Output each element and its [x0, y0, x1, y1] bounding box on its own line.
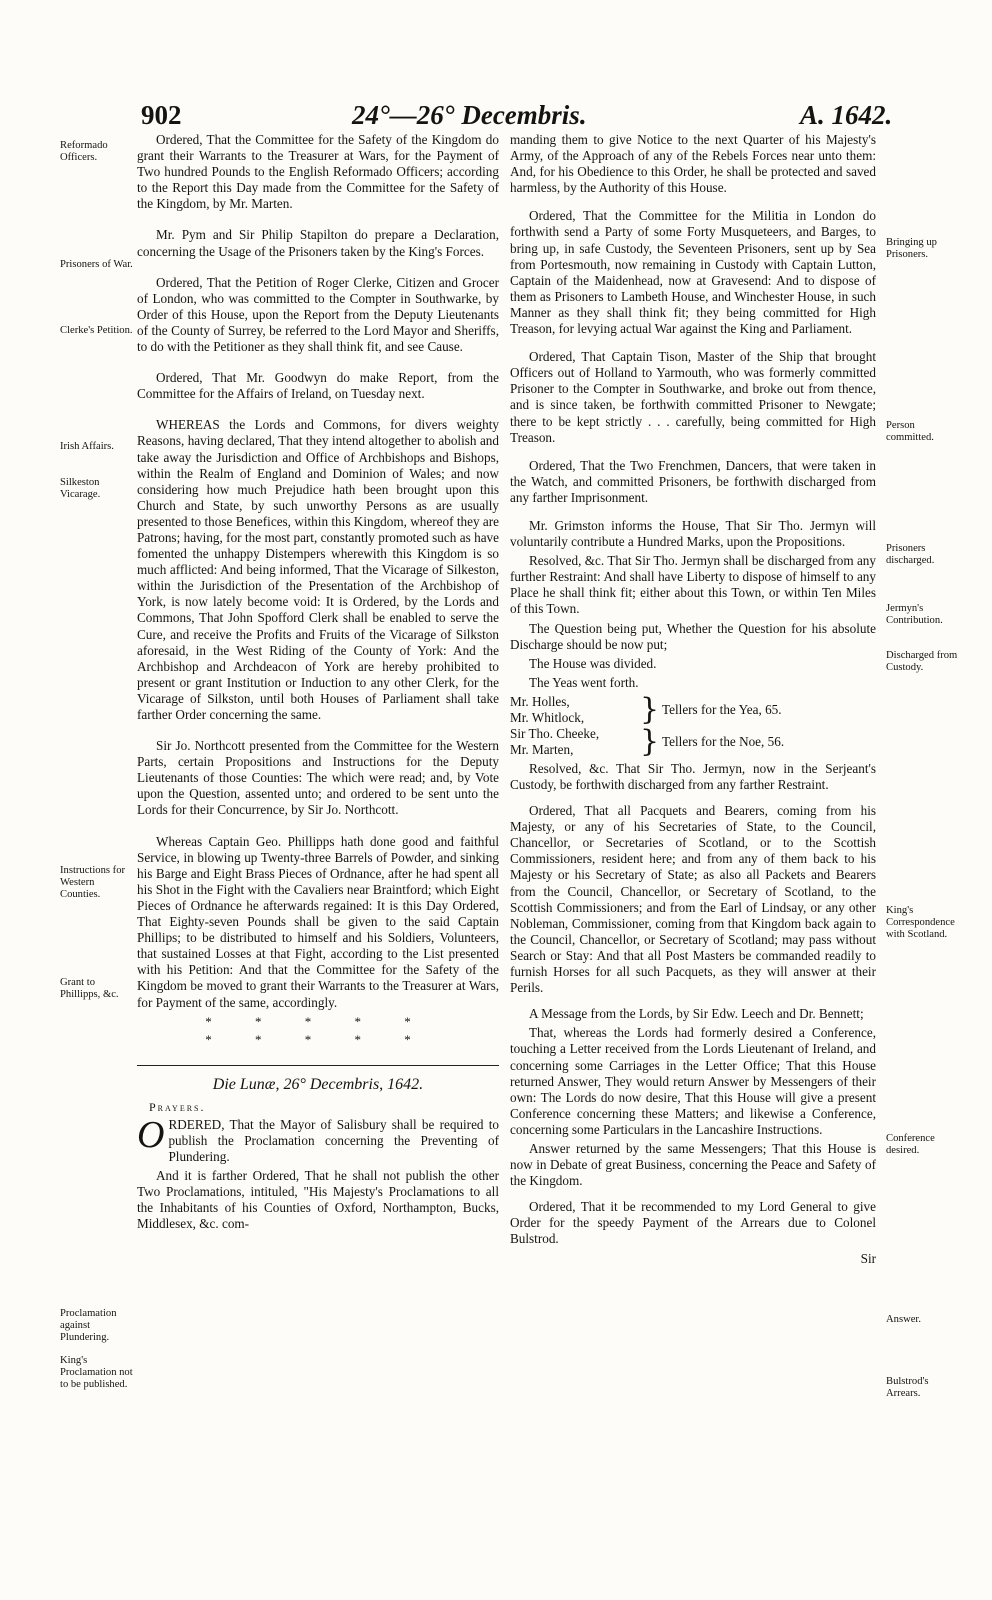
page-number: 902	[141, 100, 182, 130]
teller-names	[510, 694, 640, 726]
section-divider	[137, 1065, 499, 1066]
teller-name: Mr. Whitlock,	[510, 709, 585, 725]
margin-note: Proclamation against Plundering.	[60, 1308, 117, 1343]
margin-note: Prisoners discharged.	[886, 543, 935, 566]
paragraph: A Message from the Lords, by Sir Edw. Leech and Dr. Bennett;	[529, 1006, 864, 1022]
tellers-count: Tellers for the Yea, 65.	[662, 701, 782, 717]
running-date: 24°—26° Decembris.	[352, 100, 587, 130]
paragraph: Ordered, That the Committee for the Safety of the Kingdom do grant their Warrants to the Treasurer at Wars, for the Payment of Two hundred Pounds to the English Reformado Officers; according to the Report this Day made from the Committee for the Safety of the Kingdom, by Mr. Marten.	[137, 132, 499, 212]
paragraph: manding them to give Notice to the next Quarter of his Majesty's Army, of the Approach of any of the Rebels Forces near unto them: And, for his Obedience to this Order, he shall be protected and saved harmless, by the Authority of this House.	[510, 132, 876, 196]
margin-note: Clerke's Petition.	[60, 325, 133, 336]
brace-icon: }	[640, 723, 660, 759]
day-heading: Die Lunæ, 26° Decembris, 1642.	[212, 1075, 424, 1093]
paragraph: The House was divided.	[529, 655, 657, 671]
paragraph: The Question being put, Whether the Question for his absolute Discharge should be now put;	[510, 620, 876, 652]
margin-note: King's Correspondence with Scotland.	[886, 905, 955, 940]
section-stars: * * * * *	[205, 1013, 431, 1029]
margin-note: Bringing up Prisoners.	[886, 237, 937, 260]
paragraph: Ordered, That Mr. Goodwyn do make Report, from the Committee for the Affairs of Ireland, on Tuesday next.	[137, 370, 499, 402]
catchword: Sir	[860, 1250, 876, 1266]
margin-note: King's Proclamation not to be published.	[60, 1355, 133, 1390]
paragraph: Ordered, That the Committee for the Militia in London do forthwith send a Party of some Forty Musqueteers, and Barges, to bring up, in safe Custody, the Seventeen Prisoners, sent up by Sea from Portesmouth, now remaining in Custody with Captain Lutton, Captain of the Maidenhead, now at Gravesend: And to dispose of them as Prisoners to Lambeth House, and Winchester House, in such Manner as they shall think fit; they being committed for High Treason, for levying actual War against the King and Parliament.	[510, 208, 876, 337]
margin-note: Grant to Phillipps, &c.	[60, 977, 119, 1000]
teller-name: Sir Tho. Cheeke,	[510, 725, 600, 741]
margin-note: Discharged from Custody.	[886, 650, 958, 673]
paragraph-text: RDERED, That the Mayor of Salisbury shall be required to publish the Proclamation concerning the Preventing of Plundering.	[168, 1116, 499, 1164]
margin-note: Irish Affairs.	[60, 441, 114, 452]
teller-name: Mr. Marten,	[510, 741, 574, 757]
right-column	[510, 132, 876, 1267]
paragraph: Ordered, That the Two Frenchmen, Dancers, that were taken in the Watch, and committed Prisoners, be forthwith discharged from any farther Imprisonment.	[510, 457, 876, 505]
paragraph: Resolved, &c. That Sir Tho. Jermyn, now in the Serjeant's Custody, be forthwith discharged from any farther Restraint.	[510, 760, 876, 792]
margin-note: Bulstrod's Arrears.	[886, 1376, 929, 1399]
paragraph: Ordered, That all Pacquets and Bearers, coming from his Majesty, or any of his Secretaries of State, to the Council, Chancellor, or Secretaries of Scotland, or to the Scottish Commissioners, resident here; and from any of them back to his Majesty or his Secretary of State; as also all Packets and Bearers from the Council, Chancellor, or Secretary of Scotland, to the Scottish Commissioners; and from the Earl of Lindsay, or any other Nobleman, Commissioner, coming from that Kingdom back again to the Council, Chancellor, or Secretary of Scotland; may pass without Search or Stay: And that all Post Masters be commanded readily to furnish Horses for all such Pacquets, as they will answer at their Perils.	[510, 803, 876, 996]
paragraph: Mr. Grimston informs the House, That Sir Tho. Jermyn will voluntarily contribute a Hundred Marks, upon the Propositions.	[510, 517, 876, 550]
prayers-label: Prayers.	[149, 1099, 206, 1114]
margin-note: Prisoners of War.	[60, 259, 133, 270]
margin-note: Reformado Officers.	[60, 140, 108, 163]
paragraph	[137, 1113, 499, 1165]
paragraph: Sir Jo. Northcott presented from the Committee for the Western Parts, certain Propositions and Instructions for the Deputy Lieutenants of those Counties: The which were read; and, by Vote upon the Question, assented unto; and ordered to be sent unto the Lords for their Concurrence, by Sir Jo. Northcott.	[137, 738, 499, 818]
paragraph: Mr. Pym and Sir Philip Stapilton do prepare a Declaration, concerning the Usage of the Prisoners taken by the King's Forces.	[137, 227, 499, 259]
tellers-block	[510, 691, 876, 759]
section-stars: * * * * *	[205, 1031, 431, 1047]
paragraph: The Yeas went forth.	[529, 674, 639, 690]
brace-icon: }	[640, 691, 660, 727]
paragraph: WHEREAS the Lords and Commons, for divers weighty Reasons, having declared, That they intend altogether to abolish and take away the Jurisdiction and Office of Archbishops and Bishops, within the Realm of England and Dominion of Wales; and now considering how much Prejudice hath been brought upon this Church and State, by such unworthy Persons as are usually presented to those Benefices, within this Kingdom, whereof they are Patrons; having, for the most part, constantly promoted such as have fomented the unhappy Distempers wherewith this Kingdom is so much afflicted: And being informed, That the Vicarage of Silkeston, within the Jurisdiction of the Presentation of the Archbishop of York, is now lately become void: It is Ordered, by the Lords and Commons, That John Spofford Clerk shall be enabled to serve the Cure, and receive the Profits and Fruits of the Vicarage of Silkston aforesaid, in the West Riding of the County of York: And the Archbishop and Archdeacon of York are hereby prohibited to present or grant Institution or Induction to any other Clerk, for the Vicarage of Silkston, until both Houses of Parliament shall take farther Order concerning the same.	[137, 417, 499, 722]
paragraph: Whereas Captain Geo. Phillipps hath done good and faithful Service, in blowing up Twenty-three Barrels of Powder, and sinking his Barge and Eight Brass Pieces of Ordnance, after he had spent all his Shot in the Fight with the Cavaliers near Braintford; which Eight Pieces of Ordnance he afterwards regained: It is this Day Ordered, That Eighty-seven Pounds shall be given to the said Captain Phillips; to be distributed to himself and his Soldiers, Volunteers, that sustained Losses at that Fight, according to the List presented with his Petition: And that the Committee for the Safety of the Kingdom be moved to grant their Warrants to the Treasurer at Wars, for Payment of the same, accordingly.	[137, 833, 499, 1010]
teller-name: Mr. Holles,	[510, 693, 570, 709]
margin-note: Instructions for Western Counties.	[60, 865, 126, 900]
tellers-row-yea	[510, 691, 876, 727]
tellers-row-noe	[510, 723, 876, 759]
margin-note: Person committed.	[886, 420, 934, 443]
margin-note: Jermyn's Contribution.	[886, 603, 943, 626]
paragraph: Ordered, That it be recommended to my Lord General to give Order for the speedy Payment of the Arrears due to Colonel Bulstrod.	[510, 1199, 876, 1247]
paragraph: Ordered, That Captain Tison, Master of the Ship that brought Officers out of Holland to Yarmouth, who was formerly committed Prisoner to the Compter in Southwarke, and broke out from thence, and is since taken, be forthwith committed Prisoner to Newgate; there to be kept strictly . . . carefully, being committed for High Treason.	[510, 349, 876, 445]
running-year: A. 1642.	[800, 100, 893, 130]
paragraph: That, whereas the Lords had formerly desired a Conference, touching a Letter received from the Lords Lieutenant of Ireland, and concerning some Carriages in the Letter Office; That this House returned Answer, They would return Answer by Messengers of their own: The Lords do now desire, That this House will give a present Conference concerning these Matters; and likewise a Conference, concerning some Particulars in the Lancashire Instructions.	[510, 1025, 876, 1137]
left-column	[137, 132, 499, 1247]
paragraph: And it is farther Ordered, That he shall not publish the other Two Proclamations, intituled, "His Majesty's Proclamations to all the Inhabitants of his Counties of Oxford, Northampton, Bucks, Middlesex, &c. com-	[137, 1167, 499, 1232]
margin-note: Conference desired.	[886, 1133, 935, 1156]
margin-note: Answer.	[886, 1314, 922, 1325]
tellers-count: Tellers for the Noe, 56.	[662, 733, 785, 749]
teller-names	[510, 726, 640, 758]
paragraph: Answer returned by the same Messengers; That this House is now in Debate of great Business, concerning the Peace and Safety of the Kingdom.	[510, 1140, 876, 1189]
paragraph: Ordered, That the Petition of Roger Clerke, Citizen and Grocer of London, who was committed to the Compter in Southwarke, by Order of this House, upon the Report from the Deputy Lieutenants of the County of Surrey, be referred to the Lord Mayor and Sheriffs, to do with the Petitioner as they shall think fit, and see Cause.	[137, 274, 499, 355]
drop-cap: O	[137, 1113, 165, 1156]
margin-note: Silkeston Vicarage.	[60, 477, 101, 500]
paragraph: Resolved, &c. That Sir Tho. Jermyn shall be discharged from any further Restraint: And shall have Liberty to dispose of himself to any Place he shall think fit; either about this Town, or within Ten Miles of this Town.	[510, 553, 876, 617]
